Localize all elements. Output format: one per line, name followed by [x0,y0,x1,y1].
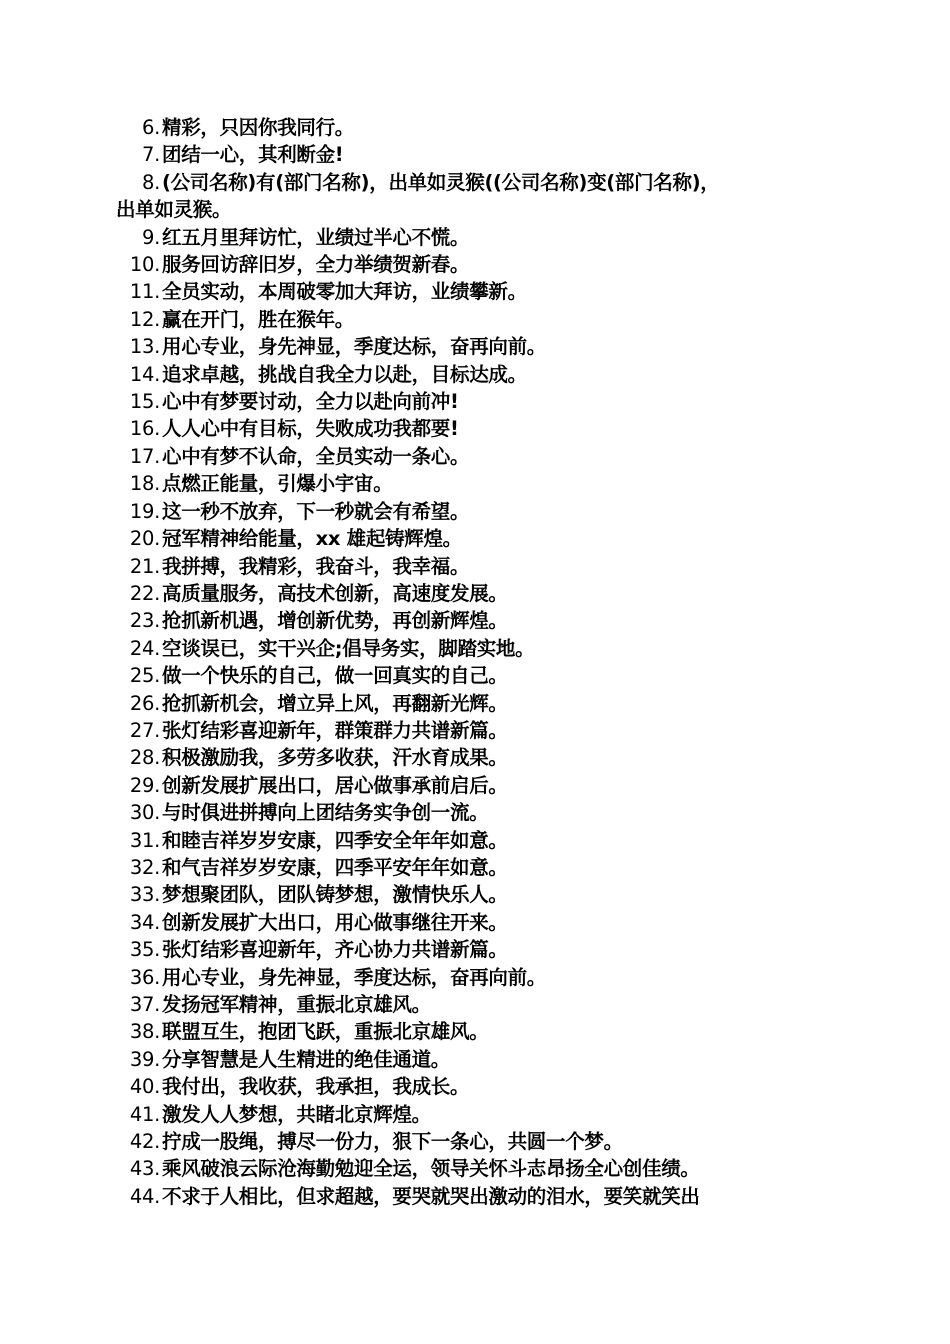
item-number: 38. [129,1020,160,1044]
item-text: 积极激励我，多劳多收获，汗水育成果。 [162,746,508,770]
item-number: 22. [129,581,160,605]
slogan-list [116,114,846,1210]
item-text: 激发人人梦想，共睹北京辉煌。 [162,1102,431,1126]
list-item [116,415,846,442]
item-number: 10. [129,253,160,277]
item-number: 11. [129,280,160,304]
list-item [116,1046,846,1073]
list-item [116,333,846,360]
list-item [116,141,846,168]
item-number: 26. [129,691,160,715]
item-text: 和气吉祥岁岁安康，四季平安年年如意。 [162,855,508,879]
item-number: 24. [129,636,160,660]
item-number: 41. [129,1102,160,1126]
item-text: 我拼搏，我精彩，我奋斗，我幸福。 [162,554,470,578]
list-item [116,744,846,771]
list-item [116,1073,846,1100]
item-text: 冠军精神给能量，xx 雄起铸辉煌。 [162,527,462,551]
item-number: 17. [129,444,160,468]
item-number: 14. [129,362,160,386]
item-text: 赢在开门，胜在猴年。 [162,307,355,331]
list-item [116,1101,846,1128]
item-number: 18. [129,472,160,496]
item-text: 发扬冠军精神，重振北京雄风。 [162,993,431,1016]
item-number: 13. [129,335,160,359]
list-item [116,991,846,1018]
list-item [116,936,846,963]
list-item [116,827,846,854]
item-text: 不求于人相比，但求超越，要哭就哭出激动的泪水，要笑就笑出 [162,1184,700,1208]
item-text: 全员实动，本周破零加大拜访，业绩攀新。 [162,280,527,304]
item-number: 7. [141,143,160,167]
item-text: 用心专业，身先神显，季度达标，奋再向前。 [162,335,547,359]
item-text: 心中有梦不认命，全员实动一条心。 [162,444,470,468]
item-number: 16. [129,417,160,441]
item-text: (公司名称)有(部门名称)，出单如灵猴((公司名称)变(部门名称)， [162,170,720,194]
item-text: 我付出，我收获，我承担，我成长。 [162,1075,470,1099]
item-text: 分享智慧是人生精进的绝佳通道。 [162,1047,451,1071]
item-text: 拧成一股绳，搏尽一份力，狠下一条心，共圆一个梦。 [162,1130,623,1154]
item-number: 15. [129,390,160,414]
item-text: 抢抓新机会，增立异上风，再翻新光辉。 [162,691,508,715]
item-number: 9. [141,225,160,249]
item-text: 红五月里拜访忙，业绩过半心不慌。 [162,225,470,249]
list-item [116,498,846,525]
item-number: 12. [129,307,160,331]
item-number: 20. [129,527,160,551]
item-number: 33. [129,883,160,907]
list-item [116,251,846,278]
list-item [116,1018,846,1045]
item-text: 精彩，只因你我同行。 [162,116,355,139]
item-number: 36. [129,965,160,989]
item-number: 21. [129,554,160,578]
list-item [116,964,846,991]
item-number: 6. [141,116,160,139]
item-text: 空谈误已，实干兴企;倡导务实，脚踏实地。 [162,636,535,660]
item-text: 点燃正能量，引爆小宇宙。 [162,472,393,496]
item-number: 35. [129,938,160,962]
item-number: 30. [129,801,160,825]
list-item [116,635,846,662]
item-number: 28. [129,746,160,770]
item-text: 创新发展扩大出口，用心做事继往开来。 [162,910,508,934]
item-text: 人人心中有目标，失败成功我都要! [162,417,459,441]
list-item [116,361,846,388]
list-item [116,1128,846,1155]
item-text: 创新发展扩展出口，居心做事承前启后。 [162,773,508,797]
list-item [116,772,846,799]
list-item [116,470,846,497]
item-number: 27. [129,718,160,742]
list-item [116,224,846,251]
item-number: 29. [129,773,160,797]
item-number: 25. [129,664,160,688]
item-text: 团结一心，其利断金! [162,143,344,167]
item-text: 这一秒不放弃，下一秒就会有希望。 [162,499,470,523]
item-number: 43. [129,1157,160,1181]
list-item [116,607,846,634]
list-item [116,443,846,470]
item-text: 用心专业，身先神显，季度达标，奋再向前。 [162,965,547,989]
list-item-continuation [116,196,846,223]
item-number: 31. [129,828,160,852]
item-number: 32. [129,855,160,879]
list-item [116,114,846,141]
item-text: 心中有梦要讨动，全力以赴向前冲! [162,390,459,414]
list-item [116,690,846,717]
item-number: 37. [129,993,160,1016]
list-item [116,909,846,936]
item-text: 乘风破浪云际沧海勤勉迎全运，领导关怀斗志昂扬全心创佳绩。 [162,1157,700,1181]
list-item [116,717,846,744]
item-text: 梦想聚团队，团队铸梦想，激情快乐人。 [162,883,508,907]
item-number: 19. [129,499,160,523]
list-item [116,525,846,552]
item-number: 8. [141,170,160,194]
list-item [116,799,846,826]
list-item [116,169,846,196]
item-text: 高质量服务，高技术创新，高速度发展。 [162,581,508,605]
item-text: 做一个快乐的自己，做一回真实的自己。 [162,664,508,688]
list-item [116,881,846,908]
item-number: 39. [129,1047,160,1071]
item-number: 23. [129,609,160,633]
list-item [116,553,846,580]
list-item [116,1183,846,1210]
item-text: 联盟互生，抱团飞跃，重振北京雄风。 [162,1020,489,1044]
item-number: 44. [129,1184,160,1208]
item-text: 追求卓越，挑战自我全力以赴，目标达成。 [162,362,527,386]
item-text: 张灯结彩喜迎新年，齐心协力共谱新篇。 [162,938,508,962]
item-number: 42. [129,1130,160,1154]
list-item [116,662,846,689]
list-item [116,306,846,333]
list-item [116,278,846,305]
item-text: 张灯结彩喜迎新年，群策群力共谱新篇。 [162,718,508,742]
item-text: 和睦吉祥岁岁安康，四季安全年年如意。 [162,828,508,852]
item-text: 与时俱进拼搏向上团结务实争创一流。 [162,801,489,825]
list-item [116,854,846,881]
item-number: 34. [129,910,160,934]
item-text: 服务回访辞旧岁，全力举绩贺新春。 [162,253,470,277]
list-item [116,1155,846,1182]
item-text: 抢抓新机遇，增创新优势，再创新辉煌。 [162,609,508,633]
list-item [116,388,846,415]
item-number: 40. [129,1075,160,1099]
list-item [116,580,846,607]
item-text-continuation: 出单如灵猴。 [116,198,232,222]
